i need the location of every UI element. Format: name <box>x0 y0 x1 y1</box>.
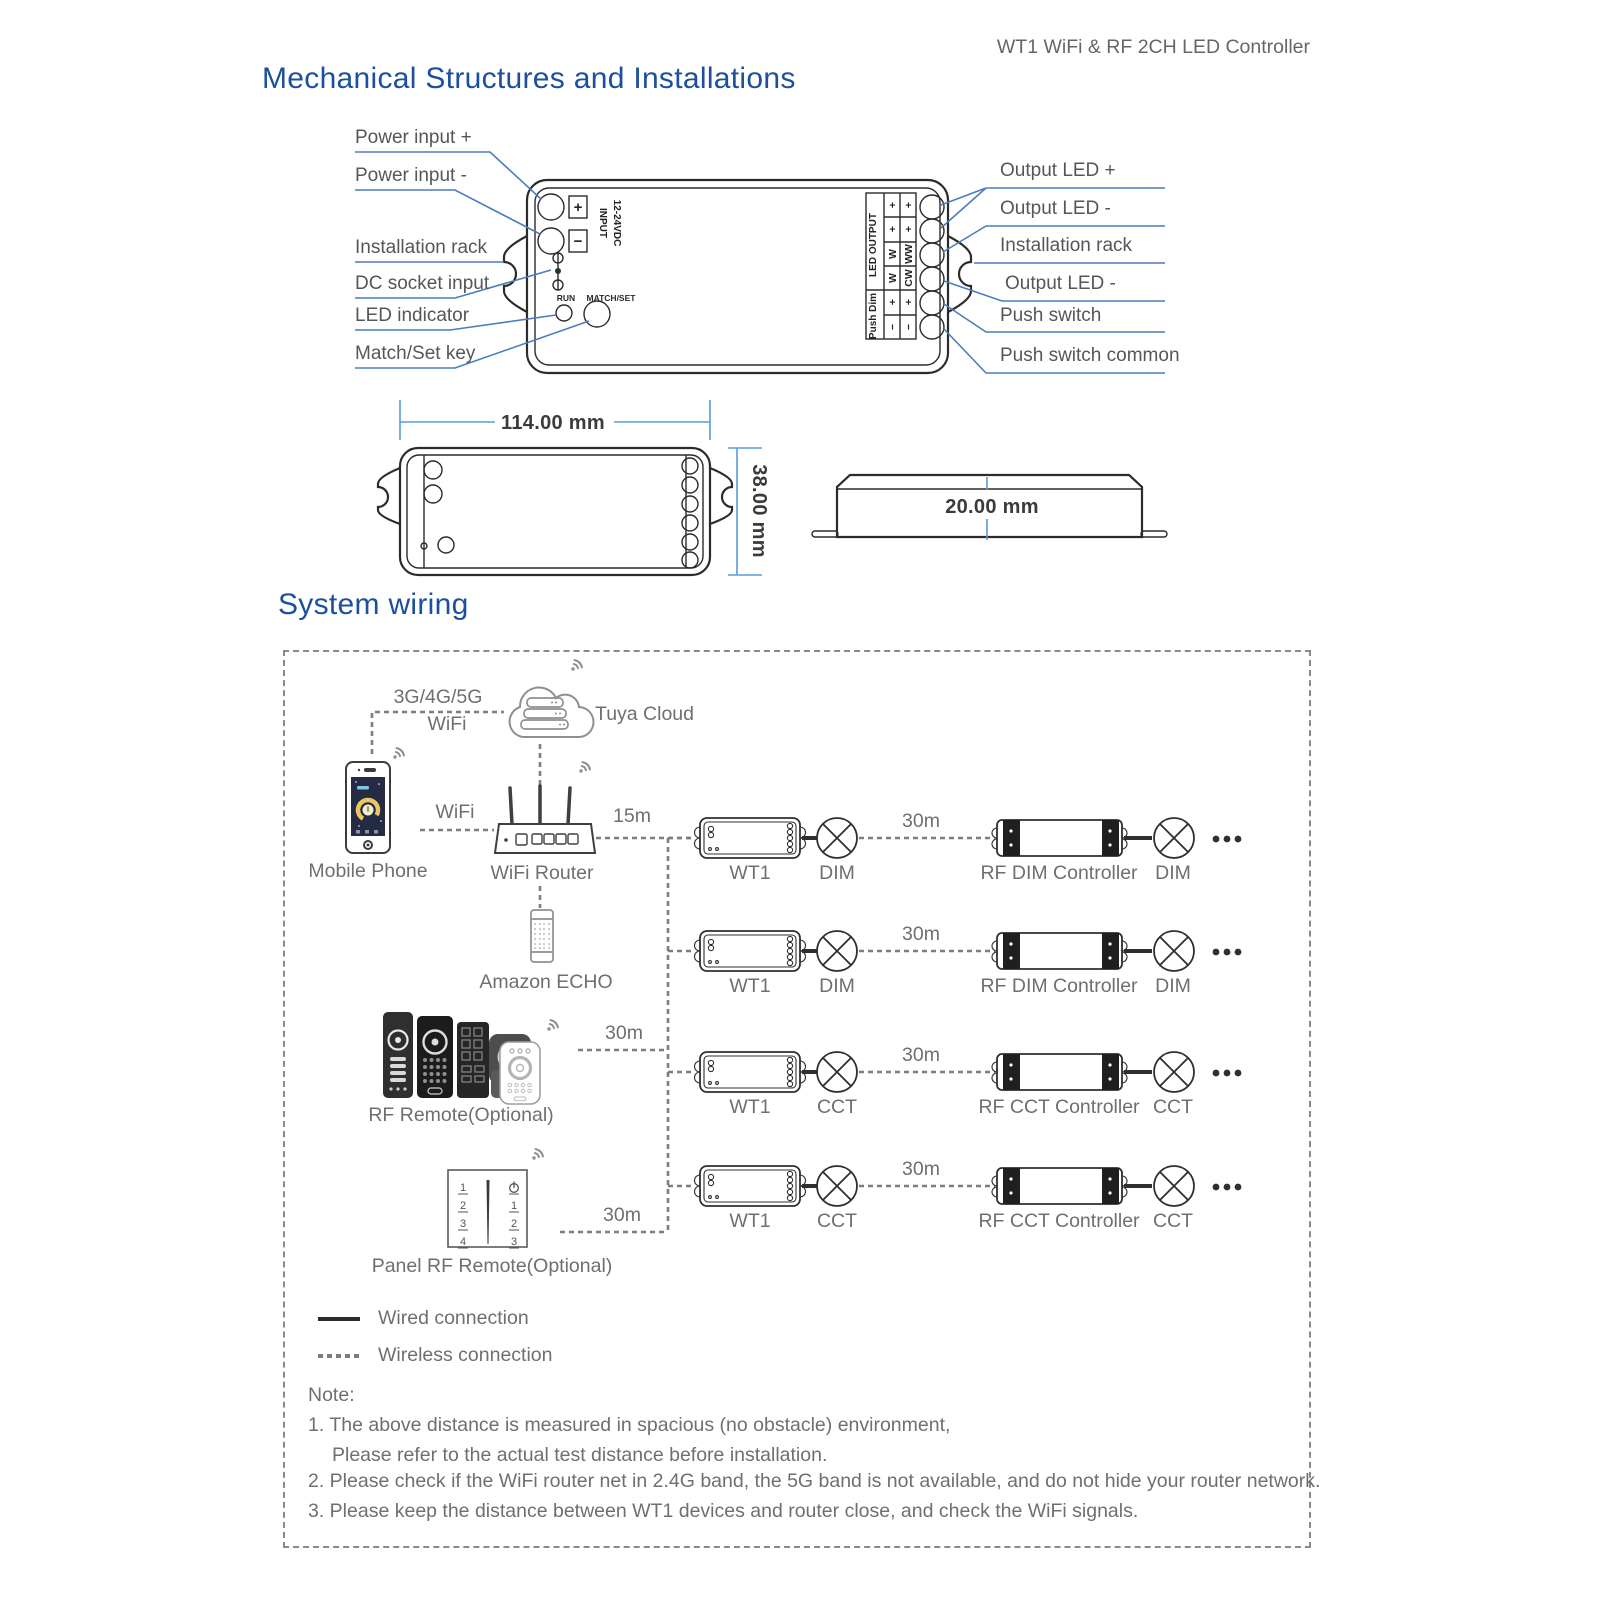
label-installation-rack-left: Installation rack <box>355 237 488 258</box>
label-wifi: WiFi <box>435 801 475 823</box>
label-load1-row4: CCT <box>816 1210 858 1232</box>
label-controller-row4: RF CCT Controller <box>978 1210 1140 1232</box>
label-distance-30m-remote: 30m <box>605 1022 643 1044</box>
label-tuya-cloud: Tuya Cloud <box>595 703 694 725</box>
input-plus-mark: + <box>573 199 583 216</box>
svg-text:2: 2 <box>510 1218 518 1230</box>
svg-text:+: + <box>887 225 899 233</box>
system-wiring-section-title: System wiring <box>278 588 469 621</box>
note-line-1: 1. The above distance is measured in spacious (no obstacle) environment, <box>308 1414 951 1436</box>
label-power-input-plus: Power input + <box>355 127 472 148</box>
page-header-title: WT1 WiFi & RF 2CH LED Controller <box>996 36 1310 58</box>
svg-text:+: + <box>903 298 915 306</box>
label-output-led-minus-1: Output LED - <box>1000 198 1111 219</box>
input-title: INPUT <box>597 208 608 238</box>
svg-text:3: 3 <box>459 1218 467 1230</box>
label-load2-row1: DIM <box>1155 862 1191 884</box>
wiring-row-4 <box>668 1166 1241 1206</box>
label-output-led-plus: Output LED + <box>1000 160 1116 181</box>
label-controller-row2: RF DIM Controller <box>980 975 1138 997</box>
label-distance-30m-panel: 30m <box>603 1204 641 1226</box>
label-dist-row4: 30m <box>902 1158 940 1180</box>
label-dc-socket-input: DC socket input <box>355 273 490 294</box>
mechanical-section-title: Mechanical Structures and Installations <box>262 62 796 95</box>
label-wifi-router: WiFi Router <box>490 862 594 884</box>
dim-depth: 20.00 mm <box>945 496 1039 518</box>
svg-text:+: + <box>887 201 899 209</box>
legend-lines <box>318 1319 360 1356</box>
label-controller-row1: RF DIM Controller <box>980 862 1138 884</box>
label-dist-row1: 30m <box>902 810 940 832</box>
label-push-switch-common: Push switch common <box>1000 345 1180 366</box>
label-load2-row2: DIM <box>1155 975 1191 997</box>
label-wt1-row4: WT1 <box>729 1210 771 1232</box>
note-line-2: 2. Please check if the WiFi router net in 2.4G band, the 5G band is not available, and do not hide your router network. <box>308 1470 1321 1492</box>
svg-text:1: 1 <box>459 1182 467 1194</box>
wiring-row-2 <box>668 931 1241 971</box>
dim-height: 38.00 mm <box>748 464 770 558</box>
rf-remote-group-icon <box>383 1012 558 1104</box>
label-installation-rack-right: Installation rack <box>1000 235 1133 256</box>
label-controller-row3: RF CCT Controller <box>978 1096 1140 1118</box>
wiring-row-1 <box>668 818 1241 858</box>
note-line-3: 3. Please keep the distance between WT1 devices and router close, and check the WiFi signals. <box>308 1500 1139 1522</box>
match-set-label: MATCH/SET <box>586 293 636 303</box>
label-load1-row1: DIM <box>819 862 855 884</box>
label-output-led-minus-2: Output LED - <box>1005 273 1116 294</box>
svg-text:CW: CW <box>903 269 915 287</box>
label-cell-wifi: WiFi <box>427 713 467 735</box>
svg-text:−: − <box>903 323 915 331</box>
legend-wireless-label: Wireless connection <box>378 1344 553 1366</box>
legend-wired-label: Wired connection <box>378 1307 529 1329</box>
label-load2-row3: CCT <box>1152 1096 1194 1118</box>
label-cell-network: 3G/4G/5G <box>393 686 483 708</box>
label-load1-row3: CCT <box>816 1096 858 1118</box>
svg-text:4: 4 <box>459 1236 467 1248</box>
note-line-1b: Please refer to the actual test distance before installation. <box>332 1444 828 1466</box>
svg-text:W: W <box>887 273 899 283</box>
svg-text:1: 1 <box>510 1200 518 1212</box>
label-dist-row2: 30m <box>902 923 940 945</box>
dimension-front-view <box>378 400 770 575</box>
svg-text:2: 2 <box>459 1200 467 1212</box>
label-match-set-key: Match/Set key <box>355 343 476 364</box>
tuya-cloud-icon <box>510 660 594 737</box>
label-power-input-minus: Power input - <box>355 165 467 186</box>
label-mobile-phone: Mobile Phone <box>308 860 428 882</box>
svg-text:+: + <box>903 225 915 233</box>
dimension-side-view <box>812 475 1167 540</box>
amazon-echo-icon <box>531 910 553 962</box>
label-load2-row4: CCT <box>1152 1210 1194 1232</box>
label-rf-remote: RF Remote(Optional) <box>368 1104 554 1126</box>
match-set-button <box>584 301 610 327</box>
dc-socket-glyph <box>553 253 563 290</box>
run-label: RUN <box>556 293 576 303</box>
label-load1-row2: DIM <box>819 975 855 997</box>
label-panel-rf-remote: Panel RF Remote(Optional) <box>371 1255 613 1277</box>
label-wt1-row1: WT1 <box>729 862 771 884</box>
input-voltage: 12-24VDC <box>611 199 622 247</box>
svg-text:WW: WW <box>903 244 915 264</box>
dim-width: 114.00 mm <box>501 412 605 434</box>
label-led-indicator: LED indicator <box>355 305 470 326</box>
input-minus-mark: − <box>573 233 583 250</box>
svg-text:+: + <box>903 201 915 209</box>
panel-rf-remote-icon <box>448 1149 543 1248</box>
label-wt1-row2: WT1 <box>729 975 771 997</box>
wifi-router-icon <box>495 762 595 853</box>
label-wt1-row3: WT1 <box>729 1096 771 1118</box>
svg-text:3: 3 <box>510 1236 518 1248</box>
label-dist-row3: 30m <box>902 1044 940 1066</box>
mobile-phone-icon <box>346 748 404 853</box>
output-terminal-block <box>866 193 916 339</box>
svg-text:W: W <box>887 249 899 259</box>
push-dim-label: Push Dim <box>868 292 879 340</box>
led-output-label: LED OUTPUT <box>868 213 879 277</box>
note-title: Note: <box>308 1384 355 1406</box>
label-distance-15m: 15m <box>613 805 651 827</box>
wiring-row-3 <box>668 1052 1241 1092</box>
controller-top-view <box>504 180 971 373</box>
label-push-switch: Push switch <box>1000 305 1102 326</box>
svg-text:+: + <box>887 298 899 306</box>
label-amazon-echo: Amazon ECHO <box>479 971 613 993</box>
run-led <box>556 305 572 321</box>
svg-text:−: − <box>887 323 899 331</box>
